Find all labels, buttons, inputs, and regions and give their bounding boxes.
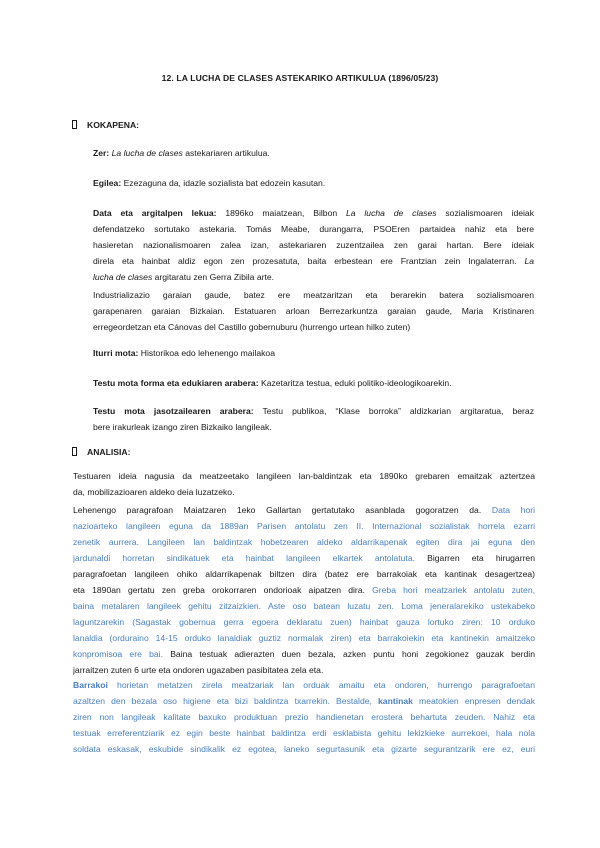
section-kokapena (72, 120, 139, 130)
egilea-paragraph: Egilea: Ezezaguna da, idazle sozialista bat edozein kasutan. (93, 178, 326, 188)
zer-paragraph: Zer: La lucha de clases astekariaren artikulua. (93, 148, 270, 158)
industrializazio-paragraph: Industrializazio garaian gaude, batez ere meatzaritzan eta berarekin batera sozialismoaren garapenaren garaian Bizkaian. Estatuaren arloan Berrezarkuntza garaian gaude, Maria Kristinaren erregeordetzan eta Cánovas del Castillo gobernuburu (hurrengo urtean hilko zuten) (93, 290, 534, 332)
analisia-paragraph-3: Barrakoi horietan metatzen zirela meatzariak lan orduak amaitu eta ondoren, hurrengo paragrafoetan azaltzen den bezala oso higiene eta bizi baldintza txarrekin. Bestalde, kantinak meatokien enpresen dendak ziren non langileak kalitate baxuko produktuan prezio handienetan erostera behartuta zeuden. Nahiz eta testuak erreferentziarik ez egin beste hainbat baldintza erdi esklabista gehitu lekizkieke aurrekoei, hala nola soldata eskasak, eskubide sindikalik ez egotea, laneko segurtasunik eta gizarte segurantzarik ere ez, euri (73, 680, 535, 754)
checkbox-bullet-icon (72, 447, 77, 456)
section-heading: ANALISIA: (87, 447, 131, 457)
data-paragraph: Data eta argitalpen lekua: 1896ko maiatzean, Bilbon La lucha de clases sozialismoaren ideiak defendatzeko sortutako astekaria. Tomás Meabe, durangarra, PSOEren partaidea nahiz eta bere hasieretan nazionalismoaren zalea izan, astekariaren zuzentzailea zen garai hartan. Bere ideiak direla eta hainbat aldiz egon zen prozesatuta, baita erbestean ere Frantzian zein Ingalaterran. La lucha de clases argitaratu zen Gerra Zibila arte. (93, 208, 534, 282)
checkbox-bullet-icon (72, 120, 77, 129)
section-analisia (72, 447, 130, 457)
iturri-paragraph: Iturri mota: Historikoa edo lehenengo mailakoa (93, 348, 275, 358)
document-title: 12. LA LUCHA DE CLASES ASTEKARIKO ARTIKULUA (1896/05/23) (161, 73, 439, 83)
testu-jaso-paragraph: Testu mota jasotzailearen arabera: Testu publikoa, “Klase borroka” aldizkarian argitaratua, beraz bere irakurleak izango ziren Bizkaiko langileak. (93, 406, 534, 432)
section-heading: KOKAPENA: (87, 120, 140, 130)
analisia-paragraph-2: Lehenengo paragrafoan Maiatzaren 1eko Gallartan gertatutako asanblada gogoratzen da. Data hori nazioarteko langileen eguna da 1889an Parisen antolatu zen II. Internazional sozialistak horrela ezarri zenetik aurrera. Langileen lan baldintzak hobetzearen aldeko aldarrikapenak egiten dira jai eguna den jardunaldi horretan sindikatuek eta hainbat langileen elkartek antolatuta. Bigarren eta hirugarren paragrafoetan langileen ohiko aldarrikapenak biltzen dira (batez ere barrakoiak eta kantinak desagertzea) eta 1890an gertatu zen greba orokorraren ondorioak aipatzen dira. Greba hori meatzariek antolatu zuten, baina metalaren langileek gehitu zitzaizkien. Aste oso batean luzatu zen. Loma jeneralarekiko ustekabeko laguntzarekin (Sagastak gobernua gerra egoera deklaratu zuen) hainbat gauza lortuko ziren: 10 orduko lanaldia (orduraino 14-15 orduko lanaldiak guztiz normalak ziren) eta barrakoiekin eta kantinekin amaitzeko konpromisoa ere bai. Baina testuak adierazten duen bezala, azken puntu honi zegokionez gauzak berdin jarraitzen zuten 6 urte eta ondoren ugazaben pasibitatea zela eta. (73, 505, 535, 675)
testu-forma-paragraph: Testu mota forma eta edukiaren arabera: Kazetaritza testua, eduki politiko-ideologikoarekin. (93, 378, 452, 388)
analisia-paragraph-1: Testuaren ideia nagusia da meatzeetako langileen lan-baldintzak eta 1890ko grebaren emaitzak aztertzea da, mobilizazioaren aldeko deia luzatzeko. (73, 471, 535, 497)
